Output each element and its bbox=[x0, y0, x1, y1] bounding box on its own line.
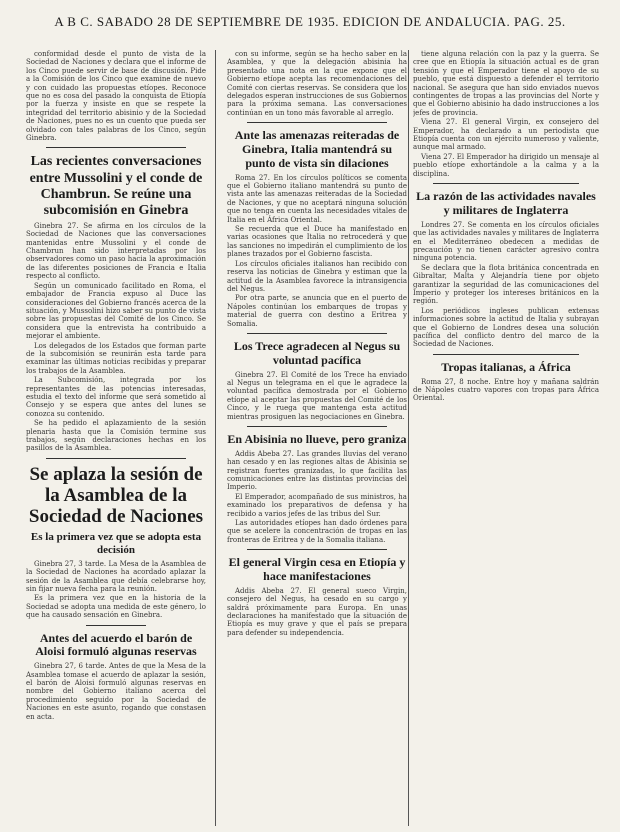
rule bbox=[247, 549, 387, 550]
article-text: La Subcomisión, integrada por los representantes de las potencias interesadas, estudia el texto del informe que será sometido al Consejo y se espera que antes del lunes se conozca su contenido. bbox=[26, 376, 206, 418]
article-text: con su informe, según se ha hecho saber en la Asamblea, y que la delegación abisinia ha presentado una nota en la que expone que el Gobierno etíope acepta las recomendaciones del Comité con ciertas reservas. Se considera que los delegados esperan instrucciones de sus Gobiernos para la próxima semana. Las conversaciones continúan en un tono más favorable al arreglo. bbox=[227, 50, 407, 117]
article-text: Por otra parte, se anuncia que en el puerto de Nápoles continúan los embarques de tropas y material de guerra con destino a Eritrea y Somalia. bbox=[227, 294, 407, 328]
article-text: Viena 27. El Emperador ha dirigido un mensaje al pueblo etíope exhortándole a la calma y a la disciplina. bbox=[413, 152, 599, 178]
headline: La razón de las actividades navales y militares de Inglaterra bbox=[416, 189, 596, 217]
rule bbox=[433, 183, 579, 184]
article-text: Los círculos oficiales italianos han recibido con reserva las noticias de Ginebra y estiman que la actitud de la Asamblea favorece la intransigencia del Negus. bbox=[227, 259, 407, 293]
headline: Se aplaza la sesión de la Asamblea de la Sociedad de Naciones bbox=[28, 463, 204, 527]
rule bbox=[86, 625, 146, 626]
article-text: Los periódicos ingleses publican extensas informaciones sobre la actitud de Italia y subrayan que el Gobierno de Londres desea una solución pacífica del conflicto dentro del marco de la Sociedad de Naciones. bbox=[413, 306, 599, 349]
rule bbox=[247, 426, 387, 427]
article-text: Ginebra 27, 3 tarde. La Mesa de la Asamblea de la Sociedad de Naciones ha acordado aplazar la sesión de la Asamblea que debía celebrarse hoy, sin fijar nueva fecha para la reunión. bbox=[26, 559, 206, 593]
article-text: conformidad desde el punto de vista de la Sociedad de Naciones y declara que el informe de los Cinco puede servir de base de discusión. Pide a la Comisión de los Cinco que examine de nuevo y con cuidado las propuestas etíopes. Reconoce que no es cosa del pasado la conquista de Etiopía por la fuerza y insiste en que se respete la integridad del territorio abisinio y de la Sociedad de Naciones, pues no es un cuento que pueda ser olvidado con tales palabras de los Cinco, según Ginebra. bbox=[26, 50, 206, 143]
article-text: El Emperador, acompañado de sus ministros, ha examinado los preparativos de defensa y ha recibido a varios jefes de las tribus del Sur. bbox=[227, 492, 407, 518]
article-text: Se ha pedido el aplazamiento de la sesión plenaria hasta que la Comisión termine sus trabajos, según declaraciones hechas en los pasillos de la Asamblea. bbox=[26, 419, 206, 453]
article-text: Se declara que la flota británica concentrada en Gibraltar, Malta y Alejandría tiene por objeto garantizar la seguridad de las comunicaciones del Imperio y proteger los intereses británicos en la región. bbox=[413, 263, 599, 306]
rule bbox=[46, 458, 186, 459]
article-text: Roma 27. En los círculos políticos se comenta que el Gobierno italiano mantendrá su punto de vista ante las amenazas reiteradas de la Sociedad de Naciones, y que no aceptará ninguna solución que no tenga en cuenta las necesidades vitales de Italia en el África Oriental. bbox=[227, 173, 407, 224]
headline: Los Trece agradecen al Negus su voluntad pacífica bbox=[233, 338, 401, 367]
article-text: Se recuerda que el Duce ha manifestado en varias ocasiones que Italia no retrocederá y que las sanciones no impedirán el cumplimiento de los planes trazados por el Gobierno fascista. bbox=[227, 225, 407, 259]
rule bbox=[433, 354, 579, 355]
article-text: Addis Abeba 27. El general sueco Virgin, consejero del Negus, ha cesado en su cargo y saldrá próximamente para Europa. En unas declaraciones ha manifestado que la situación de Etiopía es muy grave y que el país se prepara para defender su independencia. bbox=[227, 586, 407, 637]
column-divider bbox=[408, 50, 409, 826]
article-text: Viena 27. El general Virgin, ex consejero del Emperador, ha declarado a un periodista que Etiopía cuenta con un ejército numeroso y valiente, aunque mal armado. bbox=[413, 118, 599, 152]
headline: Las recientes conversaciones entre Mussolini y el conde de Chambrun. Se reúne una subcomisión en Ginebra bbox=[29, 154, 203, 218]
page-header: A B C. SABADO 28 DE SEPTIEMBRE DE 1935. EDICION DE ANDALUCIA. PAG. 25. bbox=[54, 14, 566, 29]
rule bbox=[247, 333, 387, 334]
article-text: Según un comunicado facilitado en Roma, el embajador de Francia expuso al Duce las consideraciones del Gobierno francés acerca de la situación, y Mussolini hizo saber su punto de vista sobre las propuestas del Comité de los Cinco. Se considera que la entrevista ha contribuido a mejorar el ambiente. bbox=[26, 281, 206, 341]
article-text: Ginebra 27, 6 tarde. Antes de que la Mesa de la Asamblea tomase el acuerdo de aplazar la sesión, el barón de Aloisi formuló algunas reservas en nombre del Gobierno italiano acerca del procedimiento seguido por la Sociedad de Naciones en este asunto, rogando que constasen en acta. bbox=[26, 662, 206, 721]
headline: Tropas italianas, a África bbox=[441, 359, 571, 374]
column-left bbox=[26, 50, 206, 826]
article-text: Ginebra 27. El Comité de los Trece ha enviado al Negus un telegrama en el que le agradece la voluntad pacífica demostrada por el Gobierno etíope al aceptar las propuestas del Comité de los Cinco, y le ruega que mantenga esta actitud mientras prosiguen las negociaciones en Ginebra. bbox=[227, 370, 407, 421]
column-right bbox=[413, 50, 599, 826]
article-text: Es la primera vez que en la historia de la Sociedad se adopta una medida de este género, lo que ha causado sensación en Ginebra. bbox=[26, 594, 206, 620]
article-text: Addis Abeba 27. Las grandes lluvias del verano han cesado y en las regiones altas de Abisinia se registran fuertes granizadas, lo que facilita las comunicaciones entre las distintas provincias del Imperio. bbox=[227, 449, 407, 492]
subheadline: Es la primera vez que se adopta esta decisión bbox=[30, 531, 202, 557]
article-text: Londres 27. Se comenta en los círculos oficiales que las actividades navales y militares de Inglaterra en el Mediterráneo obedecen a medidas de precaución y no tienen carácter agresivo contra ninguna potencia. bbox=[413, 220, 599, 263]
article-text: Roma 27, 8 noche. Entre hoy y mañana saldrán de Nápoles cuatro vapores con tropas para África Oriental. bbox=[413, 377, 599, 403]
headline: El general Virgin cesa en Etiopía y hace manifestaciones bbox=[228, 555, 406, 584]
headline: Ante las amenazas reiteradas de Ginebra, Italia mantendrá su punto de vista sin dilaciones bbox=[234, 128, 400, 170]
column-divider bbox=[215, 50, 216, 826]
headline: Antes del acuerdo el barón de Aloisi formuló algunas reservas bbox=[35, 630, 197, 659]
column-center bbox=[227, 50, 407, 826]
article-text: Los delegados de los Estados que forman parte de la subcomisión se reunirán esta tarde para examinar las últimas noticias recibidas y preparar los trabajos de la Asamblea. bbox=[26, 341, 206, 375]
article-text: Ginebra 27. Se afirma en los círculos de la Sociedad de Naciones que las conversaciones mantenidas entre Mussolini y el conde de Chambrun han sido interpretadas por los observadores como un paso hacia la aproximación de las diferentes posiciones de Francia e Italia respecto al conflicto. bbox=[26, 221, 206, 281]
rule bbox=[46, 147, 186, 148]
headline: En Abisinia no llueve, pero graniza bbox=[227, 431, 407, 446]
rule bbox=[247, 122, 387, 123]
article-text: tiene alguna relación con la paz y la guerra. Se cree que en Etiopía la situación actual es de gran tensión y que el Emperador tiene el apoyo de su pueblo, que está dispuesto a defender el territorio nacional. Se asegura que han sido enviados nuevos contingentes de tropas a las provincias del Norte y que el Gobierno abisinio ha dado instrucciones a los jefes de provincia. bbox=[413, 50, 599, 117]
article-text: Las autoridades etíopes han dado órdenes para que se acelere la concentración de tropas en las fronteras de Eritrea y de la Somalia italiana. bbox=[227, 519, 407, 544]
